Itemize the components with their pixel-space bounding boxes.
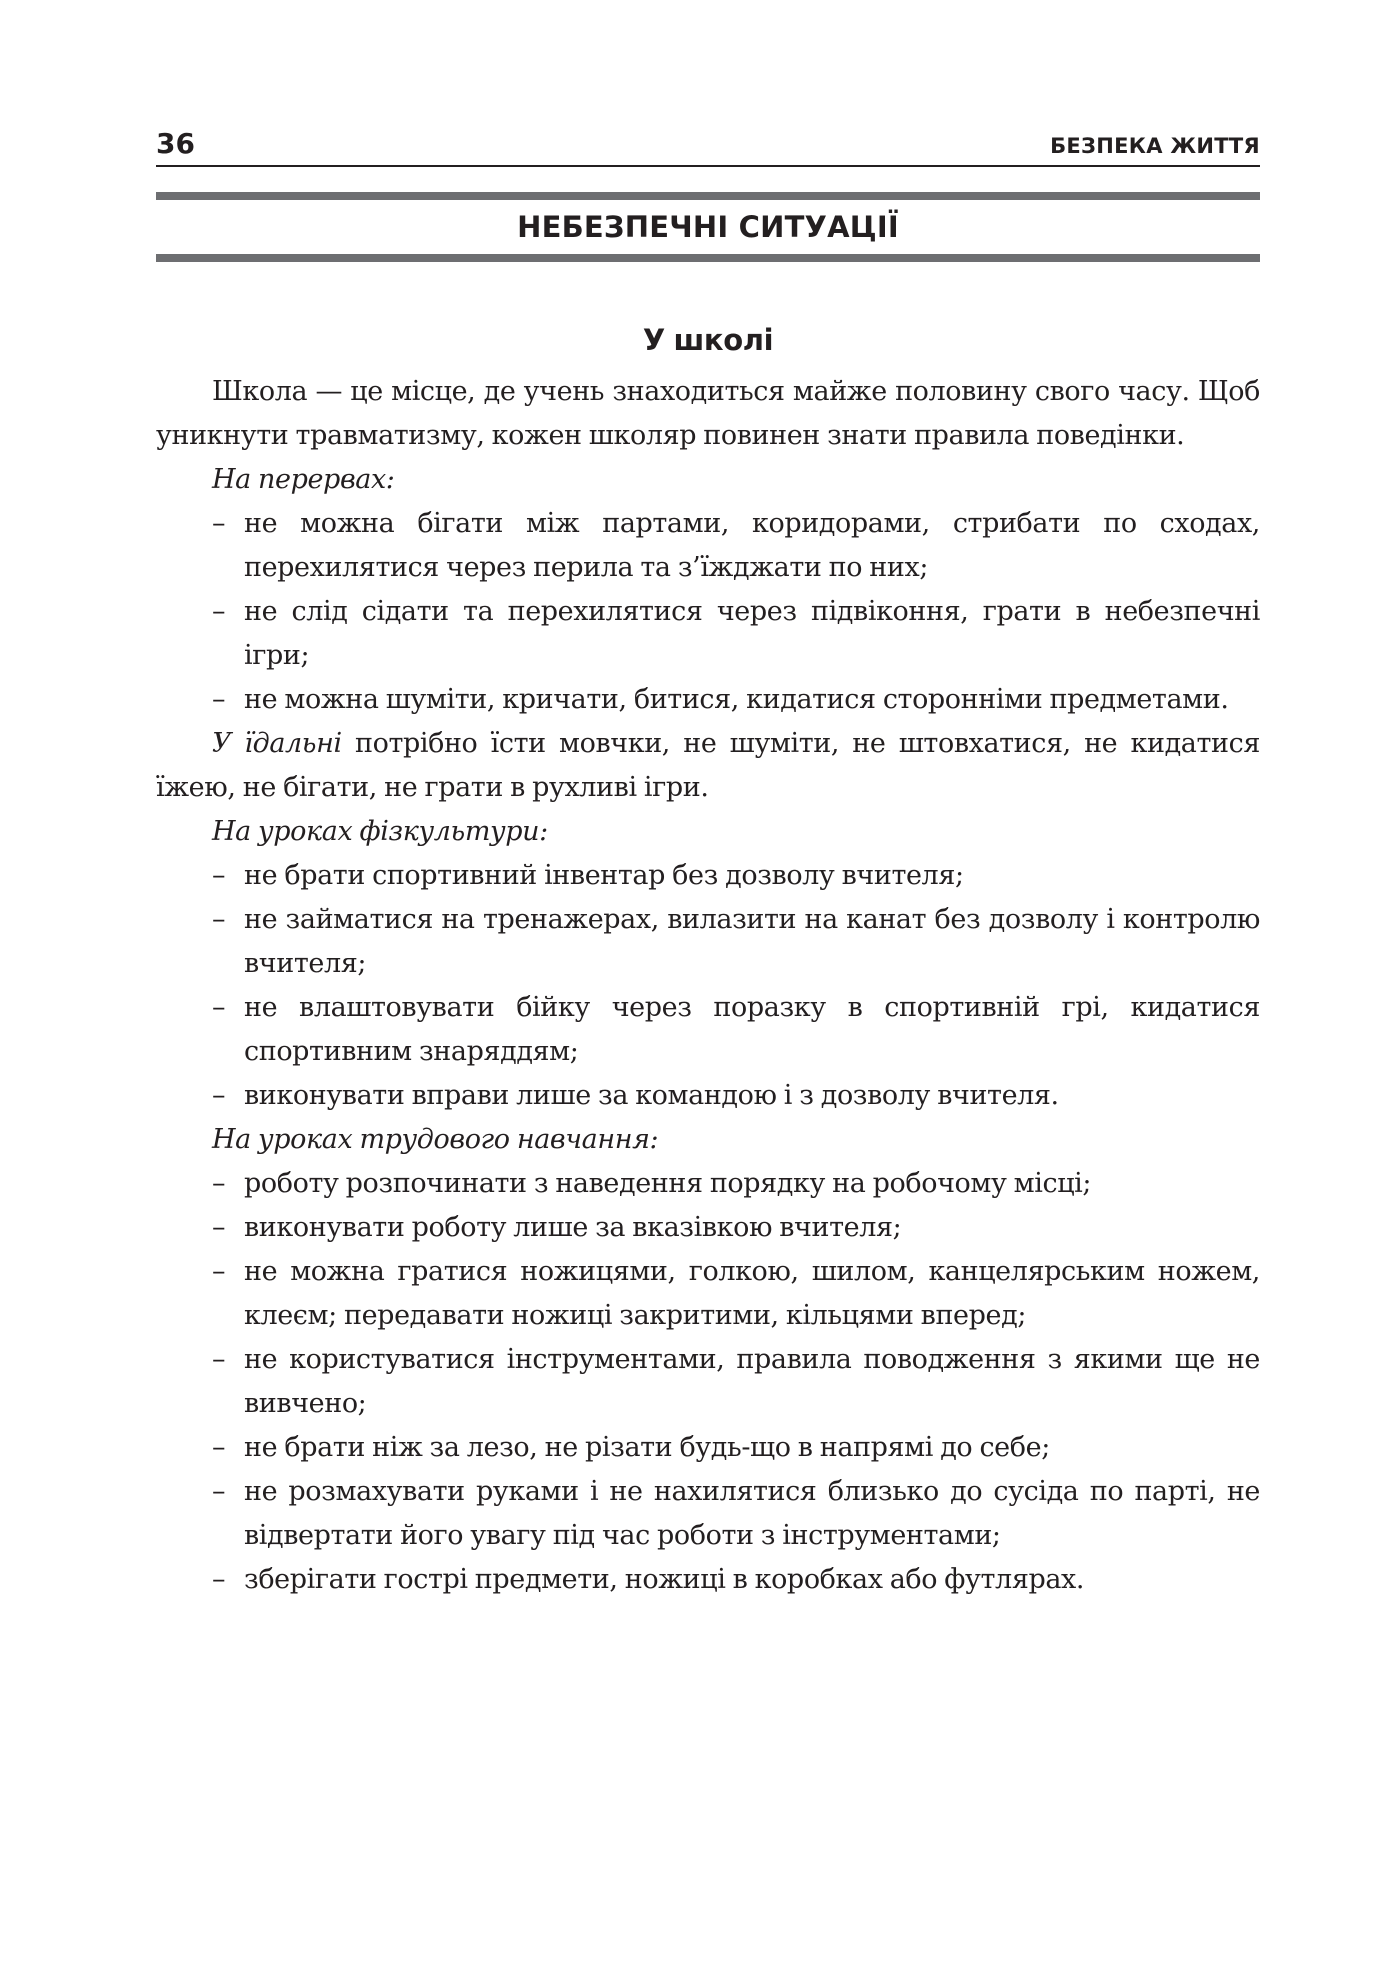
dash-marker: – xyxy=(212,1080,226,1111)
list-item: – не можна гратися ножицями, голкою, шилом, канцелярським ножем, клеєм; передавати ножиці закритими, кільцями вперед; xyxy=(156,1250,1260,1338)
page-number: 36 xyxy=(156,127,195,160)
list-item: – роботу розпочинати з наведення порядку на робочому місці; xyxy=(156,1162,1260,1206)
book-title: БЕЗПЕКА ЖИТТЯ xyxy=(1050,134,1260,158)
list-item: – не брати ніж за лезо, не різати будь-що в напрямі до себе; xyxy=(156,1426,1260,1470)
dash-marker: – xyxy=(212,596,226,627)
canteen-lead: У їдальні xyxy=(212,728,342,759)
list-item: – не можна шуміти, кричати, битися, кидатися сторонніми предметами. xyxy=(156,678,1260,722)
running-header xyxy=(156,124,1260,164)
labor-list xyxy=(156,1162,1260,1602)
list-item: – не займатися на тренажерах, вилазити на канат без дозволу і контролю вчителя; xyxy=(156,898,1260,986)
dash-marker: – xyxy=(212,1256,226,1287)
list-item: – не влаштовувати бійку через поразку в спортивній грі, кидатися спортивним знаряддям; xyxy=(156,986,1260,1074)
intro-paragraph: Школа — це місце, де учень знаходиться майже половину свого часу. Щоб уникнути травматизму, кожен школяр повинен знати правила поведінки. xyxy=(156,376,1260,451)
canteen-text: потрібно їсти мовчки, не шуміти, не штовхатися, не кидатися їжею, не бігати, не грати в рухливі ігри. xyxy=(156,728,1260,803)
dash-marker: – xyxy=(212,1344,226,1375)
page-content xyxy=(156,310,1260,1602)
list-item: – не слід сідати та перехилятися через підвіконня, грати в небезпечні ігри; xyxy=(156,590,1260,678)
dash-marker: – xyxy=(212,1168,226,1199)
list-item: – не брати спортивний інвентар без дозволу вчителя; xyxy=(156,854,1260,898)
list-item: – виконувати роботу лише за вказівкою вчителя; xyxy=(156,1206,1260,1250)
section-title: НЕБЕЗПЕЧНІ СИТУАЦІЇ xyxy=(517,210,899,244)
dash-marker: – xyxy=(212,904,226,935)
header-rule xyxy=(156,165,1260,167)
dash-marker: – xyxy=(212,1564,226,1595)
pe-list xyxy=(156,854,1260,1118)
dash-marker: – xyxy=(212,1432,226,1463)
dash-marker: – xyxy=(212,1212,226,1243)
breaks-list xyxy=(156,502,1260,722)
dash-marker: – xyxy=(212,508,226,539)
breaks-heading: На перервах: xyxy=(212,464,395,495)
list-item: – не можна бігати між партами, коридорами, стрибати по сходах, перехилятися через перила та з’їжджати по них; xyxy=(156,502,1260,590)
subsection-title: У школі xyxy=(642,323,774,357)
dash-marker: – xyxy=(212,992,226,1023)
list-item: – не користуватися інструментами, правила поводження з якими ще не вивчено; xyxy=(156,1338,1260,1426)
list-item: – не розмахувати руками і не нахилятися близько до сусіда по парті, не відвертати його увагу під час роботи з інструментами; xyxy=(156,1470,1260,1558)
dash-marker: – xyxy=(212,1476,226,1507)
canteen-paragraph xyxy=(156,722,1260,810)
pe-heading: На уроках фізкультури: xyxy=(212,816,548,847)
labor-heading: На уроках трудового навчання: xyxy=(212,1124,659,1155)
list-item: – зберігати гострі предмети, ножиці в коробках або футлярах. xyxy=(156,1558,1260,1602)
dash-marker: – xyxy=(212,860,226,891)
list-item: – виконувати вправи лише за командою і з дозволу вчителя. xyxy=(156,1074,1260,1118)
dash-marker: – xyxy=(212,684,226,715)
section-title-band xyxy=(156,192,1260,262)
